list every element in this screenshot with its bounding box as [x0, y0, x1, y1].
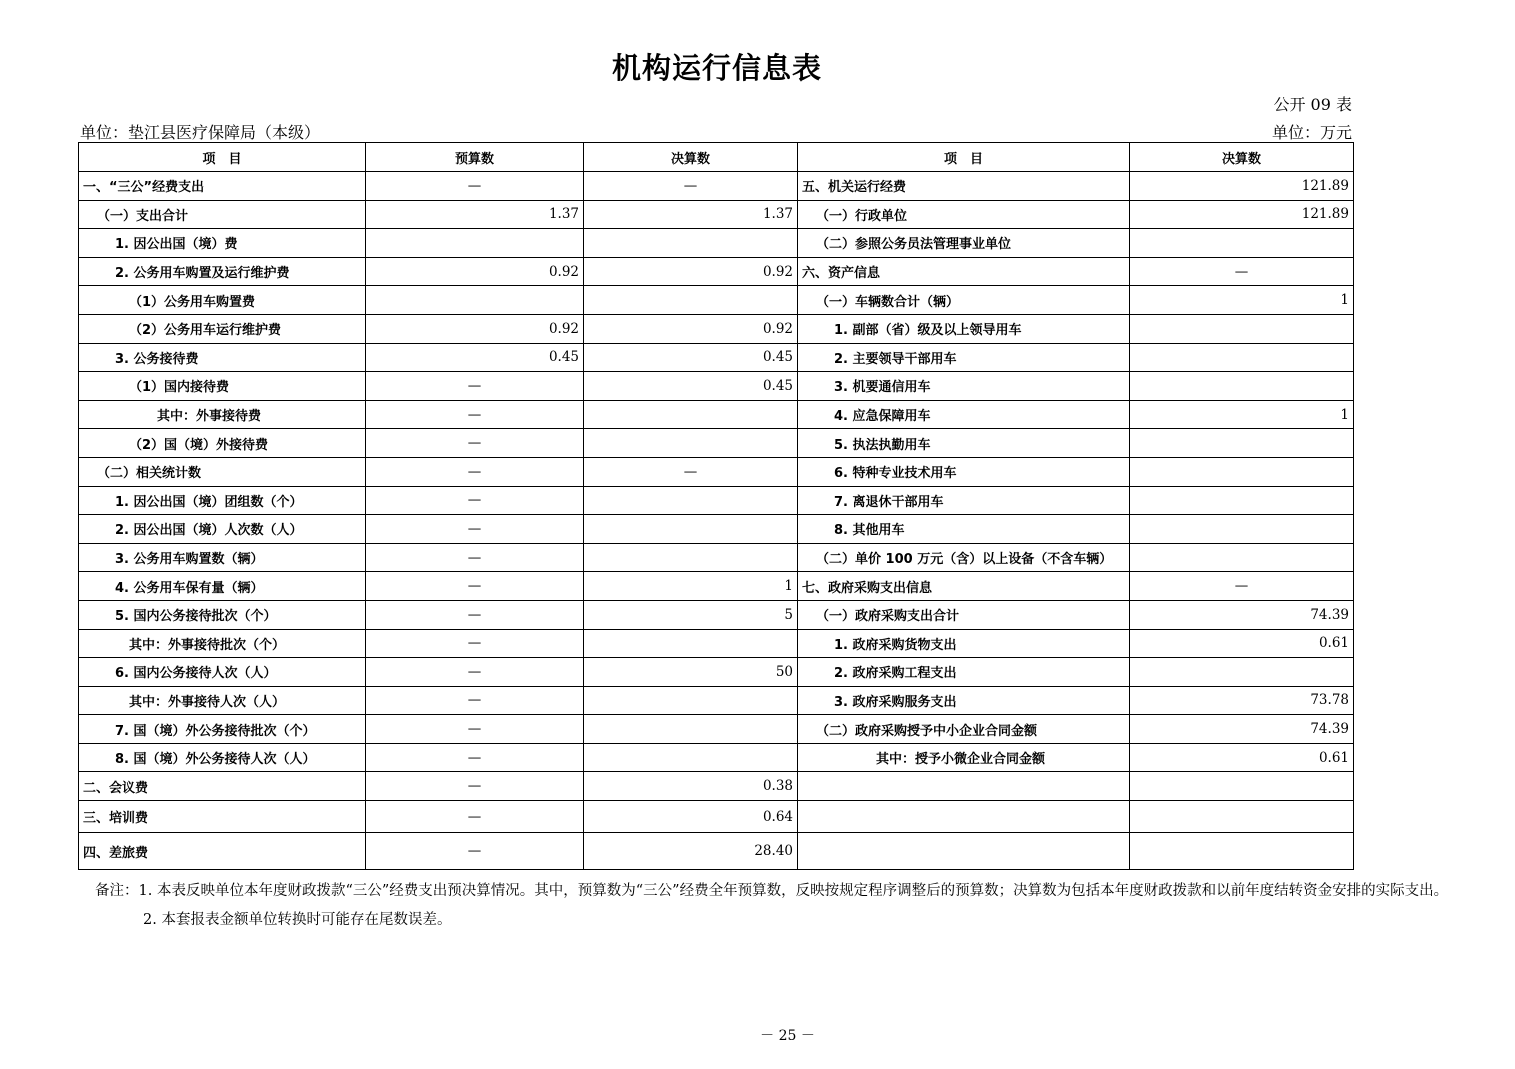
budget-cell: — — [366, 172, 584, 201]
row-label: （2）公务用车运行维护费 — [79, 314, 366, 343]
right-label: 1. 政府采购货物支出 — [798, 629, 1130, 658]
budget-cell — [366, 229, 584, 258]
row-label: 4. 公务用车保有量（辆） — [79, 572, 366, 601]
right-value — [1130, 801, 1354, 833]
table-row — [79, 457, 1354, 486]
row-label: （2）国（境）外接待费 — [79, 429, 366, 458]
row-label: 6. 国内公务接待人次（人） — [79, 658, 366, 687]
table-row — [79, 486, 1354, 515]
right-value: 0.61 — [1130, 629, 1354, 658]
right-label: 3. 机要通信用车 — [798, 372, 1130, 401]
table-row — [79, 286, 1354, 315]
info-table — [78, 142, 1354, 870]
right-label: 3. 政府采购服务支出 — [798, 686, 1130, 715]
right-label: 4. 应急保障用车 — [798, 400, 1130, 429]
budget-cell: — — [366, 743, 584, 772]
budget-cell: — — [366, 457, 584, 486]
right-value — [1130, 343, 1354, 372]
final-cell — [584, 686, 798, 715]
budget-cell: 0.92 — [366, 314, 584, 343]
budget-cell: — — [366, 486, 584, 515]
form-number: 公开 09 表 — [1273, 95, 1352, 114]
page-number: － 25 － — [760, 1028, 815, 1044]
unit-organization: 单位：垫江县医疗保障局（本级） — [80, 123, 321, 142]
header-budget: 预算数 — [366, 143, 584, 172]
final-cell: 0.92 — [584, 314, 798, 343]
unit-currency: 单位：万元 — [1271, 123, 1352, 142]
table-row — [79, 543, 1354, 572]
budget-cell: — — [366, 572, 584, 601]
right-label — [798, 772, 1130, 801]
note-2: 2. 本套报表金额单位转换时可能存在尾数误差。 — [143, 912, 452, 928]
final-cell: 0.64 — [584, 801, 798, 833]
final-cell: 5 — [584, 600, 798, 629]
right-label: 6. 特种专业技术用车 — [798, 457, 1130, 486]
row-label: 7. 国（境）外公务接待批次（个） — [79, 715, 366, 744]
table-row — [79, 572, 1354, 601]
budget-cell: — — [366, 600, 584, 629]
budget-cell: — — [366, 515, 584, 544]
right-value: — — [1130, 257, 1354, 286]
right-label — [798, 801, 1130, 833]
table-row — [79, 372, 1354, 401]
right-label — [798, 833, 1130, 870]
final-cell — [584, 286, 798, 315]
right-value: 74.39 — [1130, 600, 1354, 629]
budget-cell: — — [366, 801, 584, 833]
right-value: 121.89 — [1130, 200, 1354, 229]
final-cell — [584, 543, 798, 572]
notes — [95, 877, 1485, 935]
row-label: 其中：外事接待人次（人） — [79, 686, 366, 715]
budget-cell: — — [366, 429, 584, 458]
right-label: （一）车辆数合计（辆） — [798, 286, 1130, 315]
right-label: 2. 政府采购工程支出 — [798, 658, 1130, 687]
row-label: （一）支出合计 — [79, 200, 366, 229]
right-value — [1130, 314, 1354, 343]
table-row — [79, 801, 1354, 833]
right-value: 0.61 — [1130, 743, 1354, 772]
right-value: 121.89 — [1130, 172, 1354, 201]
row-label: 二、会议费 — [79, 772, 366, 801]
right-label: （二）政府采购授予中小企业合同金额 — [798, 715, 1130, 744]
row-label: 3. 公务用车购置数（辆） — [79, 543, 366, 572]
right-value — [1130, 429, 1354, 458]
row-label: 四、差旅费 — [79, 833, 366, 870]
table-row — [79, 743, 1354, 772]
right-value: — — [1130, 572, 1354, 601]
final-cell: 28.40 — [584, 833, 798, 870]
right-label: （二）参照公务员法管理事业单位 — [798, 229, 1130, 258]
right-label: （二）单价 100 万元（含）以上设备（不含车辆） — [798, 543, 1130, 572]
right-value — [1130, 457, 1354, 486]
page-title: 机构运行信息表 — [611, 51, 822, 85]
table-row — [79, 429, 1354, 458]
row-label: 1. 因公出国（境）团组数（个） — [79, 486, 366, 515]
table-header-row — [79, 143, 1354, 172]
row-label: 其中：外事接待批次（个） — [79, 629, 366, 658]
row-label: 2. 因公出国（境）人次数（人） — [79, 515, 366, 544]
header-item-right: 项 目 — [798, 143, 1130, 172]
budget-cell: — — [366, 715, 584, 744]
table-row — [79, 833, 1354, 870]
right-value: 1 — [1130, 400, 1354, 429]
row-label: （二）相关统计数 — [79, 457, 366, 486]
final-cell: 1.37 — [584, 200, 798, 229]
right-label: （一）行政单位 — [798, 200, 1130, 229]
right-label: 五、机关运行经费 — [798, 172, 1130, 201]
final-cell — [584, 229, 798, 258]
row-label: 2. 公务用车购置及运行维护费 — [79, 257, 366, 286]
right-label: 1. 副部（省）级及以上领导用车 — [798, 314, 1130, 343]
final-cell — [584, 486, 798, 515]
budget-cell: — — [366, 658, 584, 687]
row-label: 5. 国内公务接待批次（个） — [79, 600, 366, 629]
final-cell — [584, 715, 798, 744]
table-row — [79, 229, 1354, 258]
budget-cell — [366, 286, 584, 315]
right-value: 1 — [1130, 286, 1354, 315]
final-cell: — — [584, 172, 798, 201]
row-label: 三、培训费 — [79, 801, 366, 833]
right-label: 8. 其他用车 — [798, 515, 1130, 544]
table-row — [79, 314, 1354, 343]
final-cell — [584, 515, 798, 544]
right-value — [1130, 772, 1354, 801]
right-value — [1130, 833, 1354, 870]
budget-cell: 0.45 — [366, 343, 584, 372]
right-value — [1130, 372, 1354, 401]
right-label: 七、政府采购支出信息 — [798, 572, 1130, 601]
right-label: 六、资产信息 — [798, 257, 1130, 286]
right-value: 73.78 — [1130, 686, 1354, 715]
table-row — [79, 658, 1354, 687]
right-value — [1130, 658, 1354, 687]
budget-cell: — — [366, 629, 584, 658]
final-cell — [584, 400, 798, 429]
budget-cell: — — [366, 543, 584, 572]
budget-cell: — — [366, 833, 584, 870]
budget-cell: — — [366, 400, 584, 429]
budget-cell: — — [366, 686, 584, 715]
right-value: 74.39 — [1130, 715, 1354, 744]
row-label: 一、“三公”经费支出 — [79, 172, 366, 201]
table-row — [79, 200, 1354, 229]
final-cell: 0.45 — [584, 372, 798, 401]
row-label: 其中：外事接待费 — [79, 400, 366, 429]
right-value — [1130, 515, 1354, 544]
table-row — [79, 257, 1354, 286]
table-row — [79, 172, 1354, 201]
table-row — [79, 600, 1354, 629]
final-cell: — — [584, 457, 798, 486]
table-row — [79, 515, 1354, 544]
row-label: 3. 公务接待费 — [79, 343, 366, 372]
table-row — [79, 343, 1354, 372]
row-label: 1. 因公出国（境）费 — [79, 229, 366, 258]
row-label: 8. 国（境）外公务接待人次（人） — [79, 743, 366, 772]
table-row — [79, 629, 1354, 658]
budget-cell: 1.37 — [366, 200, 584, 229]
right-label: 2. 主要领导干部用车 — [798, 343, 1130, 372]
header-item-left: 项 目 — [79, 143, 366, 172]
right-value — [1130, 486, 1354, 515]
right-value — [1130, 229, 1354, 258]
table-row — [79, 715, 1354, 744]
header-final-left: 决算数 — [584, 143, 798, 172]
budget-cell: 0.92 — [366, 257, 584, 286]
final-cell — [584, 743, 798, 772]
final-cell: 50 — [584, 658, 798, 687]
right-label: 其中：授予小微企业合同金额 — [798, 743, 1130, 772]
final-cell: 0.45 — [584, 343, 798, 372]
budget-cell: — — [366, 772, 584, 801]
table-row — [79, 772, 1354, 801]
header-final-right: 决算数 — [1130, 143, 1354, 172]
final-cell — [584, 629, 798, 658]
budget-cell: — — [366, 372, 584, 401]
row-label: （1）国内接待费 — [79, 372, 366, 401]
right-value — [1130, 543, 1354, 572]
table-row — [79, 400, 1354, 429]
right-label: 7. 离退休干部用车 — [798, 486, 1130, 515]
right-label: 5. 执法执勤用车 — [798, 429, 1130, 458]
final-cell: 0.92 — [584, 257, 798, 286]
final-cell: 1 — [584, 572, 798, 601]
row-label: （1）公务用车购置费 — [79, 286, 366, 315]
final-cell: 0.38 — [584, 772, 798, 801]
final-cell — [584, 429, 798, 458]
note-1: 备注：1. 本表反映单位本年度财政拨款“三公”经费支出预决算情况。其中，预算数为“三公”经费全年预算数，反映按规定程序调整后的预算数；决算数为包括本年度财政拨款和以前年度结转资金安排的实际支出。 — [95, 883, 1449, 899]
right-label: （一）政府采购支出合计 — [798, 600, 1130, 629]
table-row — [79, 686, 1354, 715]
